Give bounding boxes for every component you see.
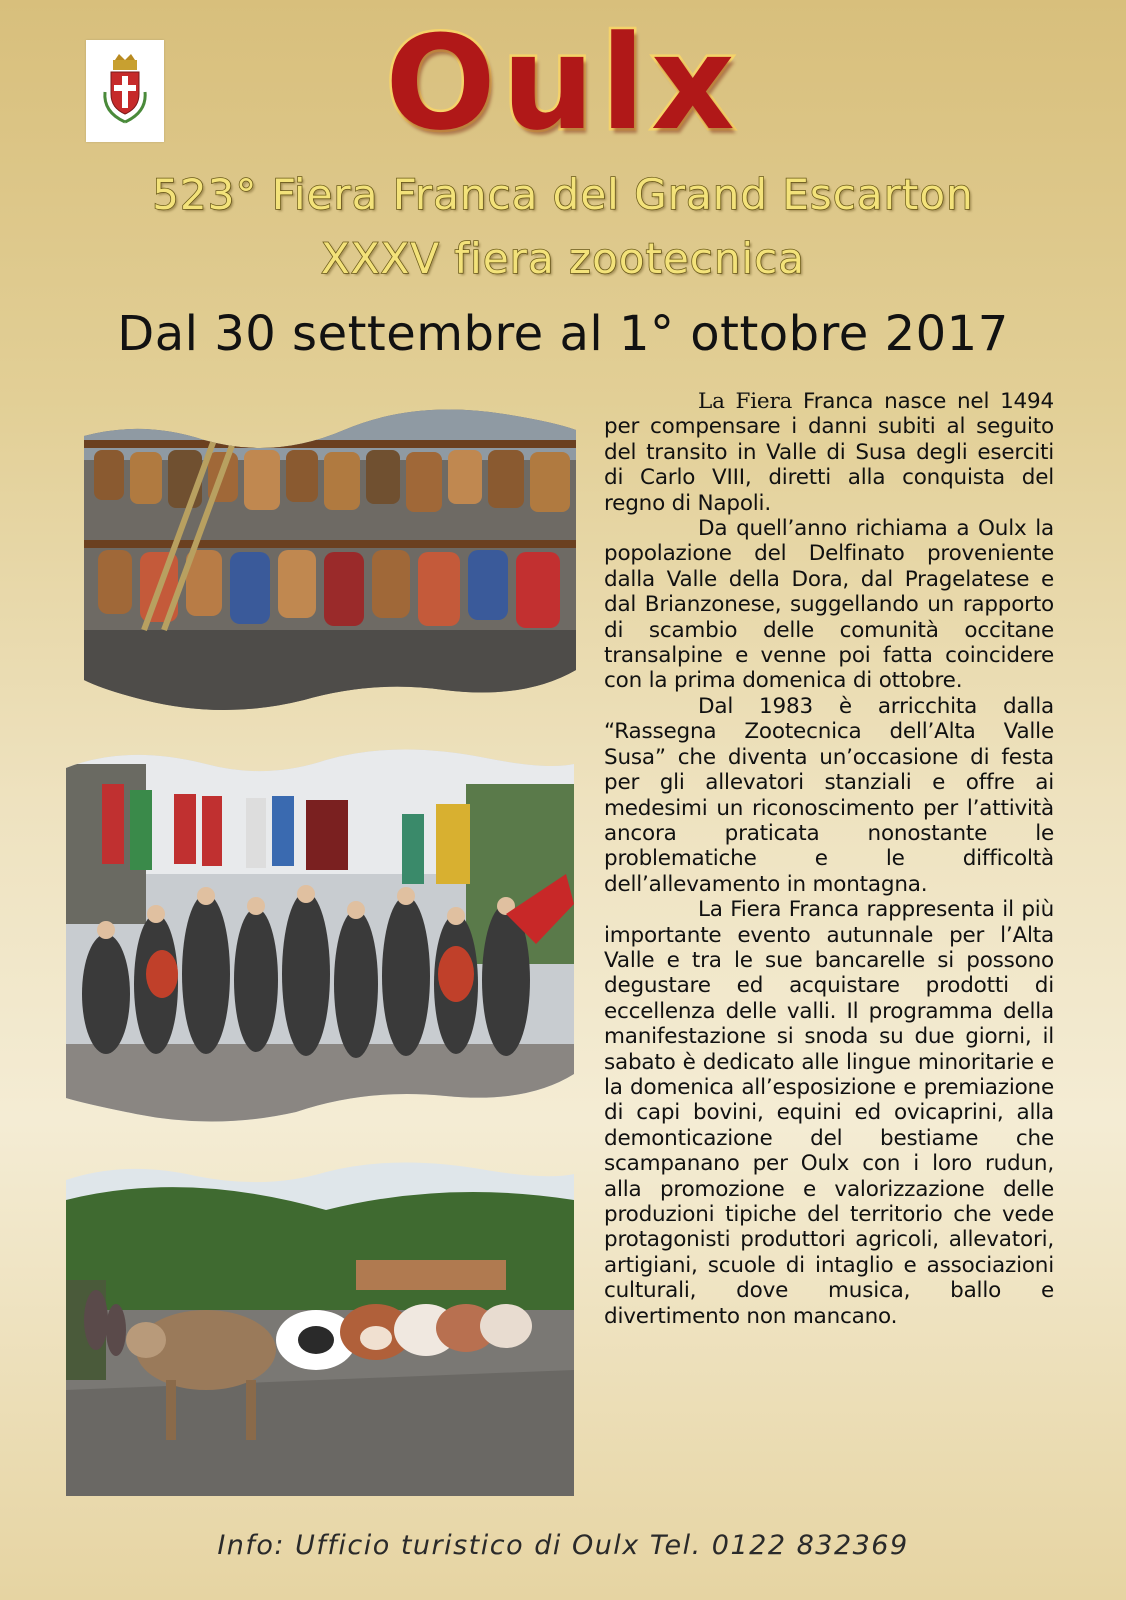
footer-info: Info: Ufficio turistico di Oulx Tel. 0122 832369 <box>217 1530 909 1561</box>
fair-subtitle: 523° Fiera Franca del Grand Escarton <box>152 170 974 219</box>
photo-group <box>66 744 574 1130</box>
article-text <box>604 389 1054 1329</box>
paragraph-origin-text: Franca nasce nel 1494 per compensare i danni subiti al seguito del transito in Valle di Susa degli eserciti di Carlo VIII, diretti alla conquista del regno di Napoli. <box>604 389 1054 516</box>
zootechnic-subtitle: XXXV fiera zootecnica <box>320 234 805 283</box>
photo-cowbells <box>84 400 576 720</box>
photo-cattle <box>66 1160 574 1496</box>
page-title: Oulx <box>385 7 741 159</box>
paragraph-delfinato: Da quell’anno richiama a Oulx la popolazione del Delfinato proveniente dalla Valle della Dora, dal Pragelatese e dal Brianzonese, suggellando un rapporto di scambio delle comunità occitane transalpine e venne poi fatta coincidere con la prima domenica di ottobre. <box>604 516 1054 694</box>
paragraph-lead: La Fiera <box>698 389 793 414</box>
paragraph-rassegna: Dal 1983 è arricchita dalla “Rassegna Zootecnica dell’Alta Valle Susa” che diventa un’occasione di festa per gli allevatori stanziali e offre ai medesimi un riconoscimento per l’attività ancora praticata nonostante le problematiche e le difficoltà dell’allevamento in montagna. <box>604 693 1054 897</box>
event-dates: Dal 30 settembre al 1° ottobre 2017 <box>117 306 1009 362</box>
paragraph-origin <box>604 389 1054 516</box>
paragraph-program: La Fiera Franca rappresenta il più importante evento autunnale per l’Alta Valle e tra le sue bancarelle si possono degustare ed acquistare prodotti di eccellenza delle valli. Il programma della manifestazione si snoda su due giorni, il sabato è dedicato alle lingue minoritarie e la domenica all’esposizione e premiazione di capi bovini, equini ed ovicaprini, alla demonticazione del bestiame che scampanano per Oulx con i loro rudun, alla promozione e valorizzazione delle produzioni tipiche del territorio che vede protagonisti produttori agricoli, allevatori, artigiani, scuole di intaglio e associazioni culturali, dove musica, ballo e divertimento non mancano. <box>604 897 1054 1329</box>
